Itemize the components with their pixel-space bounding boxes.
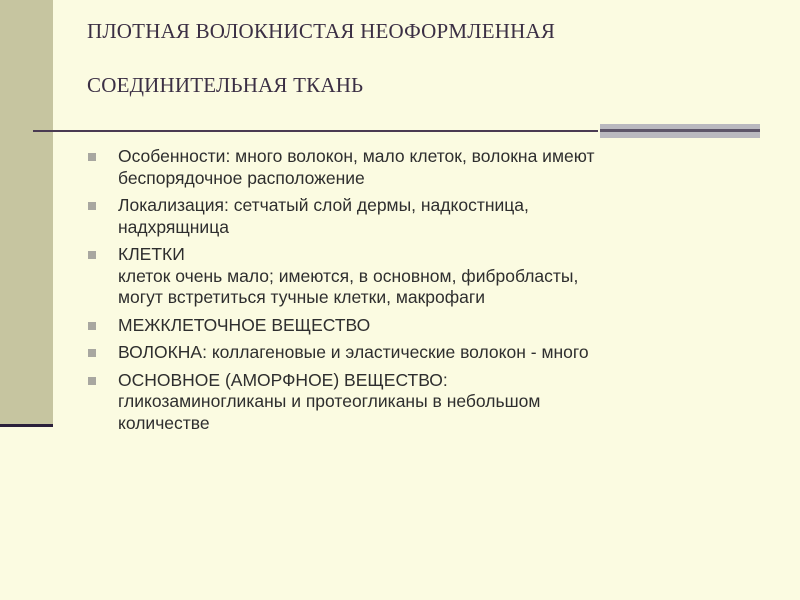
bullet-text-line: ОСНОВНОЕ (АМОРФНОЕ) ВЕЩЕСТВО:	[118, 369, 448, 390]
bullet-text-line: беспорядочное расположение	[118, 167, 365, 188]
bullet-item-ground-substance	[88, 370, 738, 435]
square-bullet-icon	[88, 322, 96, 330]
title-line: ПЛОТНАЯ ВОЛОКНИСТАЯ НЕОФОРМЛЕННАЯ	[87, 19, 556, 43]
bullet-item-localization	[88, 195, 738, 238]
bullet-text-line: гликозаминогликаны и протеогликаны в небольшом	[118, 391, 541, 411]
bullet-text-line: Локализация: сетчатый слой дермы, надкостница,	[118, 195, 529, 215]
square-bullet-icon	[88, 349, 96, 357]
bullet-text-line: Особенности: много волокон, мало клеток, волокна имеют	[118, 146, 595, 166]
bullet-item-fibers	[88, 342, 738, 364]
bullet-item-cells	[88, 244, 738, 309]
title-divider	[33, 130, 598, 132]
bullet-item-features	[88, 146, 738, 189]
square-bullet-icon	[88, 377, 96, 385]
square-bullet-icon	[88, 202, 96, 210]
divider-accent-line	[600, 129, 760, 132]
bullet-text-line: количестве	[118, 412, 210, 433]
square-bullet-icon	[88, 251, 96, 259]
bullet-text-line: надхрящница	[118, 216, 229, 237]
left-decorative-band	[0, 0, 53, 427]
square-bullet-icon	[88, 153, 96, 161]
bullet-text-line: могут встретиться тучные клетки, макрофаги	[118, 287, 486, 307]
bullet-list	[88, 146, 738, 440]
title-line: СОЕДИНИТЕЛЬНАЯ ТКАНЬ	[87, 73, 364, 97]
bullet-item-intercellular-substance	[88, 315, 738, 337]
left-band-underline	[0, 424, 53, 427]
bullet-text-line: МЕЖКЛЕТОЧНОЕ ВЕЩЕСТВО	[118, 314, 371, 335]
bullet-text-line: ВОЛОКНА: коллагеновые и эластические волокон - много	[118, 342, 589, 362]
bullet-text-line: КЛЕТКИ	[118, 244, 185, 264]
bullet-text-line: клеток очень мало; имеются, в основном, фибробласты,	[118, 265, 579, 286]
slide-title	[87, 4, 747, 112]
